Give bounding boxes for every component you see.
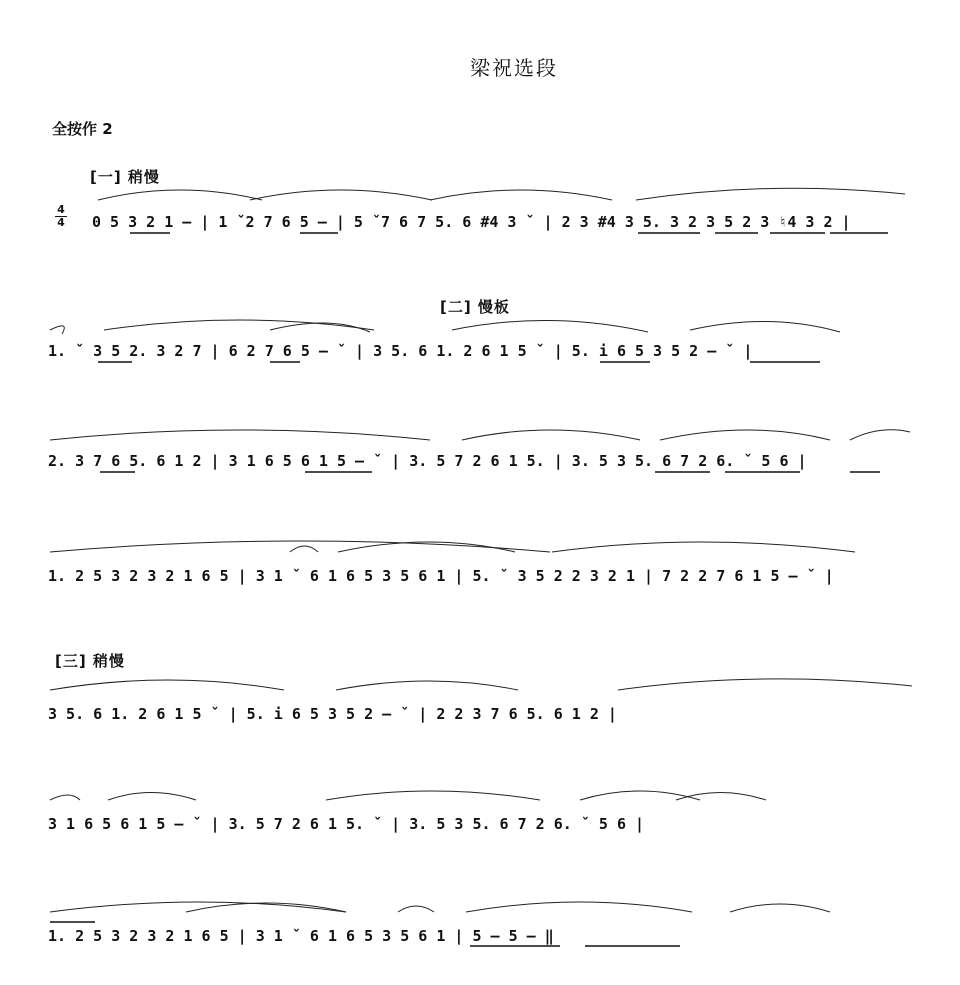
notation-line-3	[48, 447, 912, 475]
section-label-1: [一] 稍慢	[90, 168, 160, 186]
notation-text-7: 1. 2 5 3 2 3 2 1 6 5 | 3 1 ˇ 6 1 6 5 3 5 6 1 | 5 — 5 — ‖	[48, 927, 554, 945]
section-label-3: [三] 稍慢	[55, 652, 125, 670]
score-title: 梁祝选段	[470, 56, 558, 80]
notation-text-6: 3 1 6 5 6 1 5 — ˇ | 3. 5 7 2 6 1 5. ˇ | 3. 5 3 5. 6 7 2 6. ˇ 5 6 |	[48, 815, 645, 833]
notation-line-5	[48, 700, 912, 728]
notation-line-4	[48, 562, 912, 590]
notation-line-6	[48, 810, 912, 838]
time-signature-top: 4	[57, 203, 65, 216]
notation-text-5: 3 5. 6 1. 2 6 1 5 ˇ | 5. i 6 5 3 5 2 — ˇ | 2 2 3 7 6 5. 6 1 2 |	[48, 705, 617, 723]
time-signature	[54, 204, 68, 229]
notation-text-4: 1. 2 5 3 2 3 2 1 6 5 | 3 1 ˇ 6 1 6 5 3 5 6 1 | 5. ˇ 3 5 2 2 3 2 1 | 7 2 2 7 6 1 5 — ˇ |	[48, 567, 834, 585]
notation-line-2	[48, 337, 912, 365]
notation-line-1	[92, 208, 912, 236]
notation-text-1: 0 5 3 2 1 — | 1 ˇ2 7 6 5 — | 5 ˇ7 6 7 5. 6 #4 3 ˇ | 2 3 #4 3 5. 3 2 3 5 2 3 ♮4 3 2 |	[92, 213, 851, 231]
fingering-note: 全按作 2	[52, 120, 113, 138]
notation-text-3: 2. 3 7 6 5. 6 1 2 | 3 1 6 5 6 1 5 — ˇ | 3. 5 7 2 6 1 5. | 3. 5 3 5. 6 7 2 6. ˇ 5 6 |	[48, 452, 807, 470]
section-label-2: [二] 慢板	[440, 298, 510, 316]
notation-text-2: 1. ˇ 3 5 2. 3 2 7 | 6 2 7 6 5 — ˇ | 3 5. 6 1. 2 6 1 5 ˇ | 5. i 6 5 3 5 2 — ˇ |	[48, 342, 753, 360]
time-signature-bottom: 4	[57, 216, 65, 229]
notation-line-7	[48, 922, 912, 950]
